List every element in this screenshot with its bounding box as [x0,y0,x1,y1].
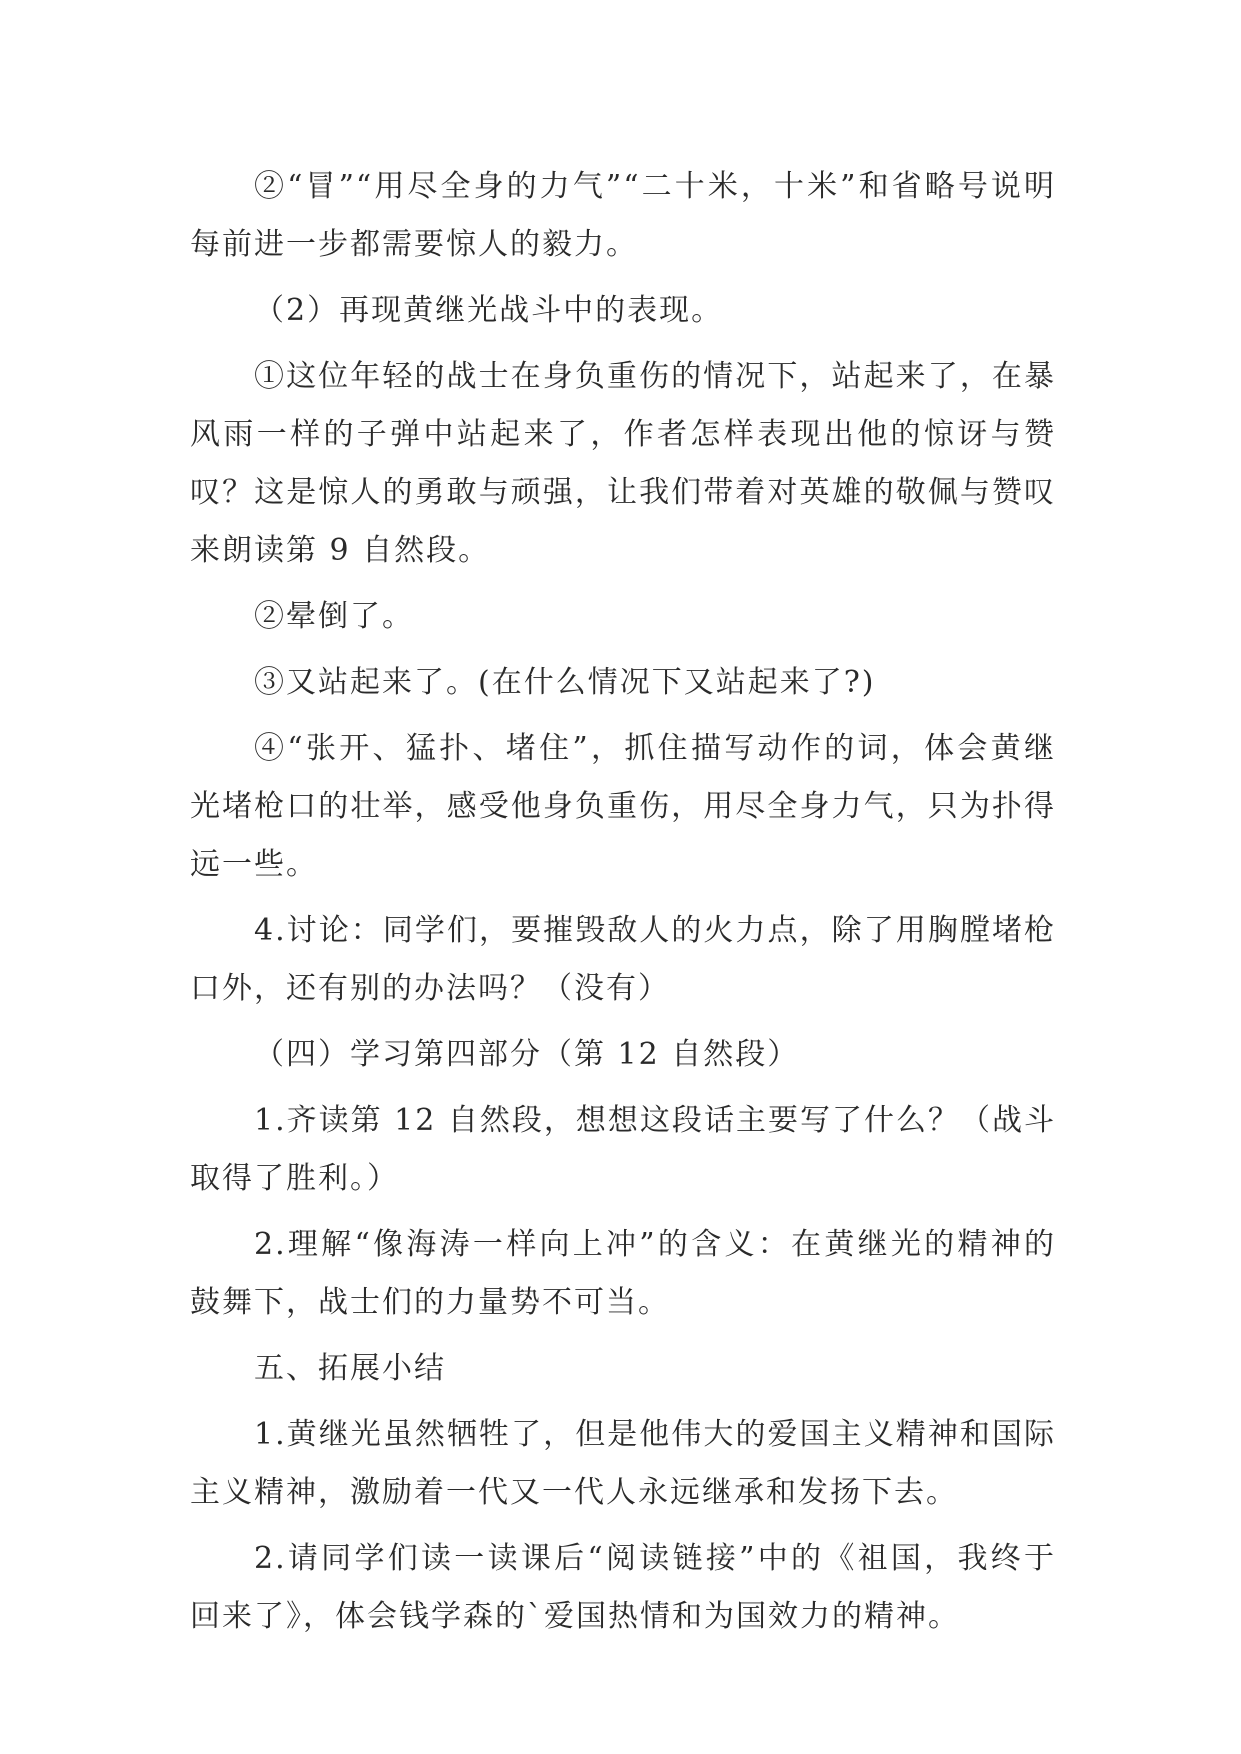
paragraph: ②晕倒了。 [254,599,414,634]
paragraph: ③又站起来了。(在什么情况下又站起来了?) [254,665,876,700]
paragraph: ①这位年轻的战士在身负重伤的情况下，站起来了，在暴风雨一样的子弹中站起来了，作者怎样表现出他的惊讶与赞叹？这是惊人的勇敢与顽强，让我们带着对英雄的敬佩与赞叹来朗读第 9 自然段。 [190,359,1056,568]
paragraph: 2.请同学们读一读课后“阅读链接”中的《祖国，我终于回来了》，体会钱学森的`爱国热情和为国效力的精神。 [190,1541,1056,1634]
paragraph: ②“冒”“用尽全身的力气”“二十米，十米”和省略号说明每前进一步都需要惊人的毅力。 [190,169,1056,262]
paragraph: （2）再现黄继光战斗中的表现。 [254,293,724,328]
paragraph: 1.齐读第 12 自然段，想想这段话主要写了什么？（战斗取得了胜利。） [190,1103,1056,1196]
paragraph: 4.讨论：同学们，要摧毁敌人的火力点，除了用胸膛堵枪口外，还有别的办法吗？（没有） [190,913,1056,1006]
paragraph: 1.黄继光虽然牺牲了，但是他伟大的爱国主义精神和国际主义精神，激励着一代又一代人永远继承和发扬下去。 [190,1417,1056,1510]
document-body [190,158,1056,1654]
paragraph: 2.理解“像海涛一样向上冲”的含义：在黄继光的精神的鼓舞下，战士们的力量势不可当。 [190,1227,1056,1320]
section-heading: （四）学习第四部分（第 12 自然段） [254,1037,800,1072]
paragraph: ④“张开、猛扑、堵住”，抓住描写动作的词，体会黄继光堵枪口的壮举，感受他身负重伤，用尽全身力气，只为扑得远一些。 [190,731,1056,882]
section-heading: 五、拓展小结 [254,1351,446,1386]
